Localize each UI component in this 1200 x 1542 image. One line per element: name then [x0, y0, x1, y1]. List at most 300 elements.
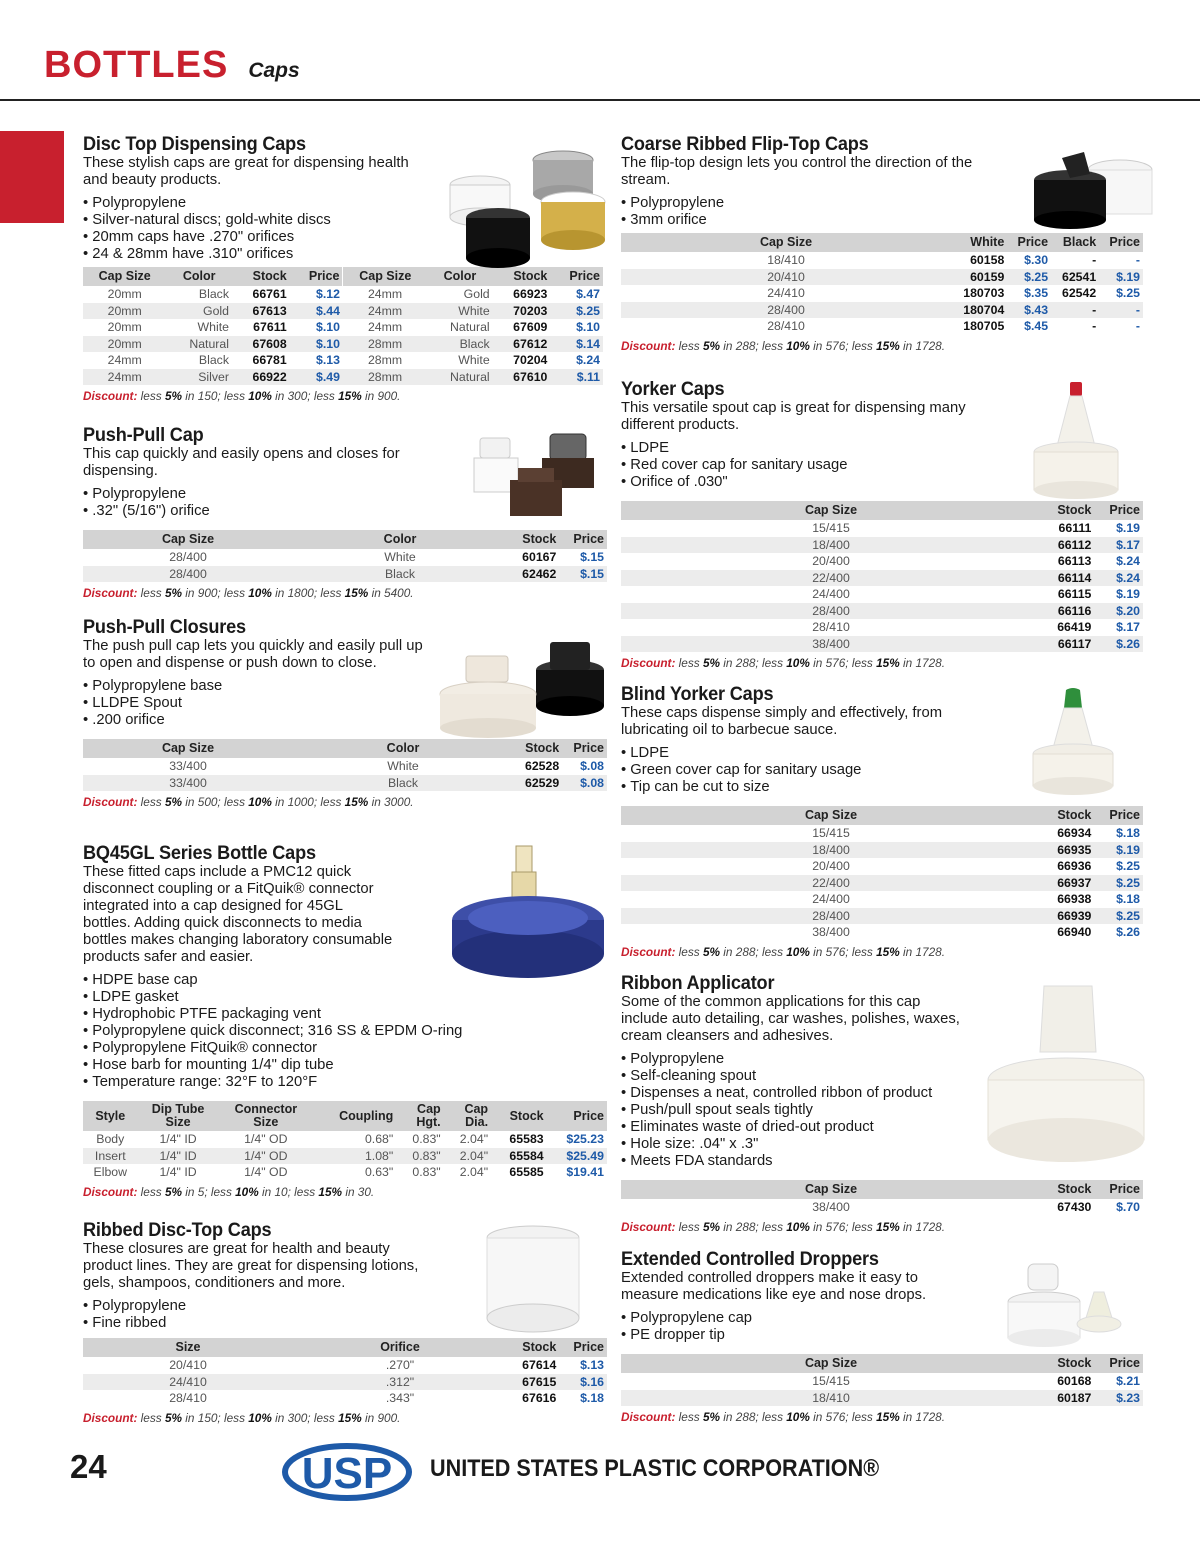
table-cell: $.19 — [1094, 842, 1143, 859]
table-cell: $.19 — [1116, 521, 1140, 535]
bullet-item: • LDPE — [621, 440, 1143, 457]
table-cell: 1/4" OD — [244, 1132, 288, 1146]
section-description: Some of the common applications for this cap include auto detailing, car washes, polishes, waxes, cream cleansers and adhesives. — [621, 994, 960, 1044]
section-title: Ribbon Applicator — [621, 972, 775, 994]
table-cell: 70203 — [493, 303, 551, 320]
table-cell: 66937 — [1041, 875, 1094, 892]
bullet-item: • Self-cleaning spout — [621, 1068, 1143, 1085]
discount-note: Discount: less 5% in 288; less 10% in 576; less 15% in 1728. — [621, 944, 945, 959]
yorker-cap-image — [1026, 380, 1126, 502]
bullet-item: • Orifice of .030" — [621, 474, 1143, 491]
usp-logo-icon — [281, 1436, 413, 1504]
section-title: Extended Controlled Droppers — [621, 1248, 879, 1270]
table-cell: 1/4" OD — [218, 1148, 313, 1165]
table-cell: White — [384, 550, 416, 564]
table-cell: - — [1135, 253, 1140, 267]
table-cell: $19.41 — [566, 1165, 604, 1179]
header-rule — [0, 99, 1200, 101]
table-cell: 24mm — [367, 287, 403, 301]
table-row — [621, 636, 1143, 653]
disc-top-caps-image — [438, 140, 608, 270]
table-cell: 28/400 — [83, 566, 293, 583]
table-row — [621, 603, 1143, 620]
table-cell: 67616 — [522, 1391, 557, 1405]
table-cell: $.44 — [290, 303, 343, 320]
bullet-item: • Silver-natural discs; gold-white discs — [83, 212, 603, 229]
table-cell: 33/400 — [169, 759, 207, 773]
col-header: Stock — [232, 267, 290, 286]
company-name: UNITED STATES PLASTIC CORPORATION® — [430, 1455, 880, 1482]
table-cell: 1/4" ID — [159, 1132, 197, 1146]
table-row — [83, 549, 607, 566]
table-cell: 20/410 — [621, 269, 951, 286]
table-row — [621, 875, 1143, 892]
table-row — [621, 619, 1143, 636]
table-cell: $.26 — [1094, 636, 1143, 653]
table-cell: 15/415 — [812, 826, 850, 840]
table-cell: White — [387, 759, 419, 773]
price-table — [621, 233, 1143, 335]
col-header: Price — [1007, 233, 1051, 252]
table-cell: 67612 — [493, 336, 551, 353]
table-row — [621, 252, 1143, 269]
col-header: Stock — [1041, 806, 1094, 825]
table-cell: $.18 — [580, 1391, 604, 1405]
table-cell: 18/400 — [621, 537, 1041, 554]
section-description: The flip-top design lets you control the direction of the stream. — [621, 155, 973, 188]
table-cell: $.19 — [1116, 587, 1140, 601]
table-cell: 67609 — [513, 320, 548, 334]
discount-note: Discount: less 5% in 150; less 10% in 300; less 15% in 900. — [83, 389, 401, 403]
table-row — [621, 908, 1143, 925]
price-table — [83, 1338, 607, 1407]
table-cell: 67614 — [522, 1358, 557, 1372]
table-cell: 38/400 — [812, 1200, 850, 1214]
col-header: Cap Dia. — [444, 1101, 491, 1131]
table-cell: 20/400 — [812, 554, 850, 568]
bullet-item: • 24 & 28mm have .310" orifices — [83, 246, 603, 263]
table-cell: Natural — [166, 336, 232, 353]
col-header: Dip Tube Size — [138, 1101, 219, 1131]
col-header: Cap Size — [83, 267, 166, 286]
table-cell: 24mm — [367, 320, 403, 334]
table-cell: 1/4" ID — [159, 1165, 197, 1179]
table-row — [83, 319, 603, 336]
table-cell: $.16 — [559, 1374, 607, 1391]
table-cell: 38/400 — [812, 925, 850, 939]
table-cell: 66115 — [1057, 587, 1092, 601]
table-cell: 28mm — [343, 336, 427, 353]
table-cell: 28mm — [367, 353, 403, 367]
bullet-item: • Dispenses a neat, controlled ribbon of product — [621, 1085, 1143, 1102]
bullet-item: • HDPE base cap — [83, 972, 607, 989]
table-cell: $.08 — [580, 759, 604, 773]
table-cell: 66935 — [1041, 842, 1094, 859]
table-cell: 66114 — [1041, 570, 1094, 587]
col-header: Cap Size — [343, 267, 427, 286]
section-description: These fitted caps include a PMC12 quick disconnect coupling or a FitQuik® connector integrated into a cap designed for 45GL bottles. Adding quick disconnects to media bottles makes changing laboratory consumable products safer and easier. — [83, 864, 393, 965]
table-row — [621, 269, 1143, 286]
col-header: Cap Size — [621, 806, 1041, 825]
table-cell: 28/410 — [169, 1391, 207, 1405]
discount-note: Discount: less 5% in 500; less 10% in 1000; less 15% in 3000. — [83, 795, 414, 809]
table-cell: 2.04" — [459, 1165, 489, 1179]
blind-yorker-cap-image — [1028, 686, 1118, 798]
table-cell: 60168 — [1057, 1374, 1092, 1388]
table-row — [621, 891, 1143, 908]
col-header: White — [951, 233, 1007, 252]
col-header: Cap Size — [621, 501, 1041, 520]
table-cell: 0.83" — [412, 1132, 441, 1146]
table-cell: 22/400 — [621, 875, 1041, 892]
table-cell: 20mm — [83, 303, 166, 320]
table-cell: 18/410 — [767, 253, 805, 267]
price-table — [621, 806, 1143, 941]
table-cell: 66112 — [1041, 537, 1094, 554]
section-description: Extended controlled droppers make it easy to measure medications like eye and nose drops. — [621, 1270, 927, 1303]
bullet-item: • Green cover cap for sanitary usage — [621, 762, 1143, 779]
price-table — [83, 1101, 607, 1181]
bq45gl-cap-image — [448, 842, 608, 984]
table-row — [83, 369, 603, 386]
table-cell: .270" — [385, 1358, 415, 1372]
table-cell: $.23 — [1094, 1390, 1143, 1407]
bullet-item: • LDPE gasket — [83, 989, 607, 1006]
col-header: Orifice — [293, 1338, 507, 1357]
table-row — [83, 286, 603, 303]
table-cell: Silver — [166, 369, 232, 386]
col-header: Price — [562, 739, 607, 758]
table-cell: 0.63" — [364, 1165, 394, 1179]
table-cell: $.26 — [1116, 925, 1140, 939]
price-table — [83, 267, 603, 385]
table-cell: 66938 — [1057, 892, 1092, 906]
section-description: The push pull cap lets you quickly and easily pull up to open and dispense or push down to close. — [83, 638, 423, 671]
col-header: Cap Size — [83, 739, 293, 758]
table-cell: 180703 — [963, 286, 1005, 300]
bullet-item: • 3mm orifice — [621, 212, 1143, 229]
table-cell: 66940 — [1057, 925, 1092, 939]
price-table — [83, 530, 607, 582]
flip-top-caps-image — [1030, 140, 1156, 230]
table-cell: $.45 — [1024, 319, 1049, 333]
col-header: Price — [547, 1101, 607, 1131]
table-cell: 24/410 — [83, 1374, 293, 1391]
table-cell: .312" — [293, 1374, 507, 1391]
table-cell: $.25 — [1116, 286, 1140, 300]
table-cell: 60167 — [522, 550, 557, 564]
col-header: Coupling — [313, 1101, 396, 1131]
table-cell: 66922 — [232, 369, 290, 386]
table-cell: - — [1135, 319, 1140, 333]
table-row — [621, 1199, 1143, 1216]
table-cell: 67430 — [1057, 1200, 1092, 1214]
table-cell: 60158 — [970, 253, 1005, 267]
discount-note: Discount: less 5% in 288; less 10% in 576; less 15% in 1728. — [621, 1410, 945, 1424]
discount-note: Discount: less 5% in 288; less 10% in 576; less 15% in 1728. — [621, 656, 945, 670]
table-cell: 38/400 — [621, 636, 1041, 653]
table-cell: Black — [198, 287, 229, 301]
table-row — [83, 1131, 607, 1148]
col-header: Price — [1094, 1180, 1143, 1199]
col-header: Price — [1099, 233, 1143, 252]
table-cell: 33/400 — [83, 775, 293, 792]
table-cell: $25.23 — [566, 1132, 604, 1146]
price-table — [621, 501, 1143, 652]
table-cell: $.15 — [559, 566, 607, 583]
col-header: Stock — [491, 1101, 547, 1131]
col-header: Price — [559, 1338, 607, 1357]
push-pull-cap-image — [470, 428, 600, 523]
table-cell: White — [197, 320, 229, 334]
section-description: This versatile spout cap is great for dispensing many different products. — [621, 400, 966, 433]
table-cell: Gold — [463, 287, 490, 301]
col-header: Color — [293, 530, 507, 549]
col-header: Stock — [507, 1338, 559, 1357]
table-cell: 1/4" ID — [138, 1148, 219, 1165]
table-cell: 22/400 — [621, 570, 1041, 587]
bullet-item: • Polypropylene cap — [621, 1310, 1143, 1327]
table-cell: $.11 — [550, 369, 603, 386]
table-cell: 66419 — [1057, 620, 1092, 634]
table-cell: $.25 — [1094, 908, 1143, 925]
section-description: This cap quickly and easily opens and closes for dispensing. — [83, 446, 400, 479]
header-subtitle: Caps — [248, 59, 300, 82]
page-number: 24 — [70, 1448, 107, 1485]
section-tab — [0, 131, 64, 223]
table-row — [621, 842, 1143, 859]
bullet-item: • LLDPE Spout — [83, 695, 607, 712]
table-cell: Black — [293, 566, 507, 583]
discount-note: Discount: less 5% in 288; less 10% in 576; less 15% in 1728. — [621, 338, 945, 353]
table-cell: 180705 — [963, 319, 1005, 333]
col-header: Black — [1051, 233, 1099, 252]
section-title: Yorker Caps — [621, 378, 725, 400]
bullet-item: • Polypropylene — [83, 1298, 607, 1315]
table-row — [621, 858, 1143, 875]
table-row — [621, 1373, 1143, 1390]
table-row — [621, 586, 1143, 603]
table-cell: 24mm — [343, 303, 427, 320]
col-header: Color — [166, 267, 232, 286]
table-cell: 20/400 — [812, 859, 850, 873]
table-cell: 28mm — [343, 369, 427, 386]
price-table — [621, 1180, 1143, 1216]
col-header: Stock — [1041, 1180, 1094, 1199]
bullet-item: • Meets FDA standards — [621, 1153, 1143, 1170]
col-header: Color — [293, 739, 513, 758]
table-row — [621, 302, 1143, 319]
section-title: Push-Pull Closures — [83, 616, 246, 638]
table-row — [83, 1164, 607, 1181]
col-header: Color — [427, 267, 493, 286]
table-cell: 60187 — [1041, 1390, 1094, 1407]
table-cell: Elbow — [93, 1165, 128, 1179]
table-cell: 28/410 — [812, 620, 850, 634]
table-cell: 24mm — [107, 353, 142, 367]
table-cell: 66761 — [252, 287, 287, 301]
bullet-item: • Polypropylene — [621, 195, 1143, 212]
table-cell: White — [427, 303, 493, 320]
table-cell: $.43 — [1007, 302, 1051, 319]
price-table — [83, 739, 607, 791]
discount-note: Discount: less 5% in 5; less 10% in 10; less 15% in 30. — [83, 1184, 375, 1199]
section-title: Ribbed Disc-Top Caps — [83, 1219, 272, 1241]
section-description: These caps dispense simply and effectively, from lubricating oil to barbecue sauce. — [621, 705, 943, 738]
table-cell: Black — [427, 336, 493, 353]
table-cell: $.24 — [1116, 554, 1140, 568]
table-cell: 24/410 — [767, 286, 805, 300]
table-cell: 66936 — [1057, 859, 1092, 873]
section-description: These closures are great for health and beauty product lines. They are great for dispensing lotions, gels, shampoos, conditioners and more. — [83, 1241, 419, 1291]
table-cell: 0.83" — [396, 1148, 443, 1165]
table-cell: $.24 — [576, 353, 600, 367]
price-table — [621, 1354, 1143, 1406]
col-header: Stock — [1041, 501, 1094, 520]
col-header: Price — [1094, 806, 1143, 825]
table-cell: 62529 — [513, 775, 562, 792]
table-cell: Body — [96, 1132, 125, 1146]
bullet-item: • Polypropylene — [621, 1051, 1143, 1068]
col-header: Cap Size — [83, 530, 293, 549]
table-cell: 66117 — [1041, 636, 1094, 653]
table-cell: Black — [293, 775, 513, 792]
table-cell: Natural — [450, 320, 490, 334]
section-title: Push-Pull Cap — [83, 424, 204, 446]
table-cell: $.25 — [1094, 875, 1143, 892]
table-cell: 28/400 — [621, 908, 1041, 925]
table-cell: $.14 — [550, 336, 603, 353]
table-cell: 20mm — [107, 320, 142, 334]
bullet-item: • .32" (5/16") orifice — [83, 503, 607, 520]
bullet-item: • Push/pull spout seals tightly — [621, 1102, 1143, 1119]
table-row — [83, 1390, 607, 1407]
table-cell: Gold — [166, 303, 232, 320]
table-cell: 18/410 — [621, 1390, 1041, 1407]
table-cell: 0.68" — [364, 1132, 394, 1146]
table-cell: $.47 — [576, 287, 600, 301]
table-cell: 65585 — [509, 1165, 544, 1179]
table-cell: 62542 — [1061, 286, 1097, 300]
table-cell: $.18 — [1116, 826, 1140, 840]
table-cell: 24/400 — [812, 587, 850, 601]
table-row — [621, 825, 1143, 842]
section-title: Coarse Ribbed Flip-Top Caps — [621, 133, 869, 155]
table-cell: 28/400 — [169, 550, 207, 564]
table-row — [83, 566, 607, 583]
table-cell: $.10 — [290, 336, 343, 353]
svg-text:USP: USP — [301, 1449, 393, 1498]
table-cell: 0.83" — [412, 1165, 441, 1179]
table-cell: 67613 — [232, 303, 290, 320]
ribbon-applicator-image — [984, 982, 1148, 1178]
table-cell: $.17 — [1116, 620, 1140, 634]
col-header: Cap Size — [621, 233, 951, 252]
col-header: Cap Size — [621, 1354, 1041, 1373]
table-cell: 66939 — [1041, 908, 1094, 925]
bullet-item: • Red cover cap for sanitary usage — [621, 457, 1143, 474]
table-cell: $.24 — [1094, 570, 1143, 587]
table-row — [621, 1390, 1143, 1407]
table-cell: 24mm — [83, 369, 166, 386]
table-cell: 67610 — [493, 369, 551, 386]
ribbed-disc-top-image — [478, 1222, 588, 1340]
col-header: Style — [83, 1101, 138, 1131]
section-title: BQ45GL Series Bottle Caps — [83, 842, 316, 864]
table-cell: - — [1051, 302, 1099, 319]
table-cell: $.20 — [1094, 603, 1143, 620]
table-cell: 60159 — [951, 269, 1007, 286]
table-cell: $.10 — [576, 320, 600, 334]
bullet-item: • Polypropylene — [83, 486, 607, 503]
table-row — [621, 537, 1143, 554]
table-cell: Insert — [83, 1148, 138, 1165]
col-header: Price — [1094, 501, 1143, 520]
table-row — [83, 1357, 607, 1374]
table-row — [83, 1374, 607, 1391]
bullet-list — [83, 972, 607, 1091]
table-row — [83, 303, 603, 320]
table-cell: 66934 — [1057, 826, 1092, 840]
table-row — [621, 520, 1143, 537]
table-cell: 28/400 — [621, 302, 951, 319]
table-cell: 180704 — [951, 302, 1007, 319]
table-cell: 66113 — [1057, 554, 1092, 568]
table-cell: $.13 — [580, 1358, 604, 1372]
table-cell: Black — [198, 353, 229, 367]
table-cell: 62462 — [507, 566, 559, 583]
col-header: Price — [290, 267, 343, 286]
table-cell: $.18 — [1116, 892, 1140, 906]
col-header: Stock — [493, 267, 551, 286]
dropper-caps-image — [1002, 1258, 1142, 1350]
col-header: Cap Hgt. — [396, 1101, 443, 1131]
table-cell: $.08 — [562, 775, 607, 792]
col-header: Stock — [1041, 1354, 1094, 1373]
table-cell: $.13 — [316, 353, 340, 367]
bullet-item: • Polypropylene FitQuik® connector — [83, 1040, 607, 1057]
discount-note: Discount: less 5% in 150; less 10% in 300; less 15% in 900. — [83, 1410, 401, 1425]
bullet-item: • Hole size: .04" x .3" — [621, 1136, 1143, 1153]
bullet-item: • Hose barb for mounting 1/4" dip tube — [83, 1057, 607, 1074]
table-cell: $.70 — [1116, 1200, 1140, 1214]
table-cell: 28/400 — [621, 603, 1041, 620]
table-cell: 62541 — [1051, 269, 1099, 286]
col-header: Stock — [507, 530, 559, 549]
bullet-item: • Eliminates waste of dried-out product — [621, 1119, 1143, 1136]
discount-note: Discount: less 5% in 900; less 10% in 1800; less 15% in 5400. — [83, 586, 414, 600]
table-cell: 1/4" OD — [244, 1165, 288, 1179]
table-cell: $.49 — [290, 369, 343, 386]
table-row — [621, 924, 1143, 941]
table-row — [83, 758, 607, 775]
table-cell: 67611 — [253, 320, 287, 334]
table-cell: - — [1092, 253, 1097, 267]
table-cell: $.25 — [550, 303, 603, 320]
table-row — [83, 775, 607, 792]
table-cell: 67608 — [232, 336, 290, 353]
table-cell: $.21 — [1116, 1374, 1140, 1388]
table-cell: $.19 — [1099, 269, 1143, 286]
table-cell: $.12 — [316, 287, 340, 301]
table-row — [83, 352, 603, 369]
table-cell: $.35 — [1024, 286, 1049, 300]
table-cell: 67615 — [507, 1374, 559, 1391]
col-header: Stock — [513, 739, 562, 758]
table-cell: 28/410 — [767, 319, 805, 333]
section-title: Disc Top Dispensing Caps — [83, 133, 306, 155]
table-cell: $.15 — [580, 550, 604, 564]
